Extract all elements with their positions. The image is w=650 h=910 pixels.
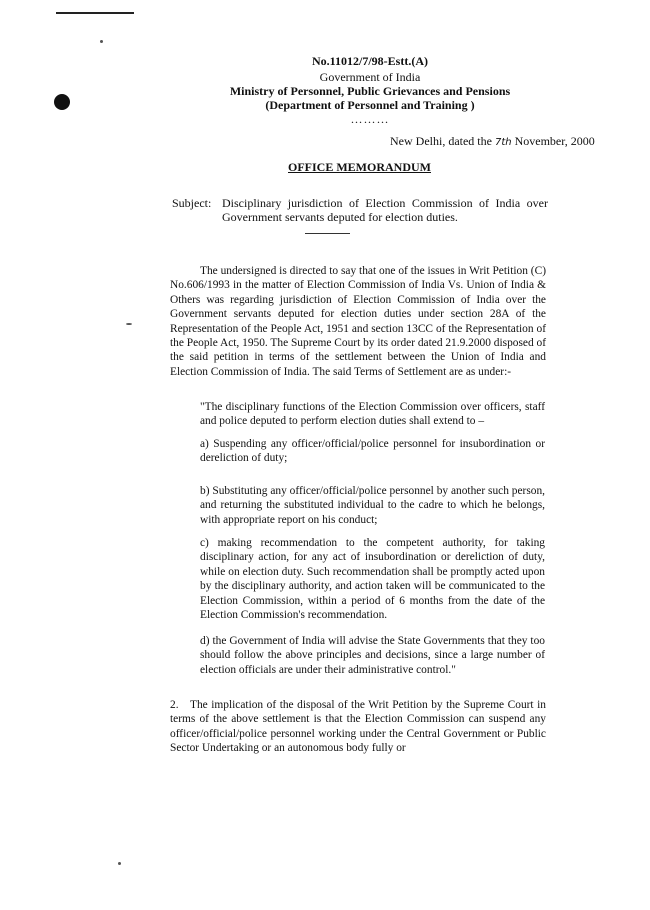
subject-label: Subject: (172, 196, 212, 210)
punch-hole (54, 94, 70, 110)
settlement-item-b: b) Substituting any officer/official/police personnel by another such person, and returning the substituted individual to the cadre to which he belongs, with appropriate report on his conduct; (200, 485, 545, 526)
date-day: 7th (494, 137, 512, 148)
quote-intro: "The disciplinary functions of the Election Commission over officers, staff and police deputed to perform election duties shall extend to – (200, 401, 545, 428)
department-line: (Department of Personnel and Training ) (265, 98, 475, 112)
scan-speck (100, 40, 103, 43)
ministry-line: Ministry of Personnel, Public Grievances and Pensions (229, 84, 511, 98)
scan-speck (118, 862, 121, 865)
paragraph-2-text: The implication of the disposal of the Writ Petition by the Supreme Court in terms of the above settlement is that the Election Commission can suspend any officer/official/police personnel working under the Central Government or Public Sector Undertaking or an autonomous body fully or (170, 699, 546, 755)
subject-rule (305, 233, 350, 234)
top-rule (56, 12, 134, 14)
paragraph-2 (170, 698, 546, 756)
settlement-item-a: a) Suspending any officer/official/police personnel for insubordination or dereliction of duty; (200, 438, 545, 465)
settlement-item-c: c) making recommendation to the competent authority, for taking disciplinary action, for any act of insubordination or dereliction of duty, while on election duty. Such recommendation shall be promptly acted upon by the disciplinary authority, and action taken will be communicated to the Election Commission, within a period of 6 months from the date of the Election Commission's recommendation. (200, 537, 545, 622)
subject-text: Disciplinary jurisdiction of Election Commission of India over Government servants deputed for election duties. (222, 196, 548, 224)
settlement-item-d: d) the Government of India will advise the State Governments that they too should follow the above principles and decisions, since a large number of election officials are under their administrative control." (200, 635, 545, 676)
scan-speck (126, 323, 132, 325)
government-line: Government of India (319, 70, 421, 84)
memo-date (390, 134, 595, 149)
paragraph-2-number: 2. (170, 699, 179, 711)
date-suffix: November, 2000 (514, 134, 595, 148)
header-separator: ……… (350, 112, 390, 126)
file-number: No.11012/7/98-Estt.(A) (312, 54, 428, 68)
date-prefix: New Delhi, dated the (390, 134, 492, 148)
memo-title: OFFICE MEMORANDUM (288, 160, 431, 174)
paragraph-1: The undersigned is directed to say that one of the issues in Writ Petition (C) No.606/1993 in the matter of Election Commission of India Vs. Union of India & Others was regarding jurisdiction of Election Commission of India over the Government servants deputed for election duties under section 28A of the Representation of the People Act, 1951 and section 13CC of the Representation of the People Act, 1950. The Supreme Court by its order dated 21.9.2000 disposed of the said petition in terms of the settlement between the Union of India and Election Commission of India. The said Terms of Settlement are as under:- (170, 265, 546, 378)
